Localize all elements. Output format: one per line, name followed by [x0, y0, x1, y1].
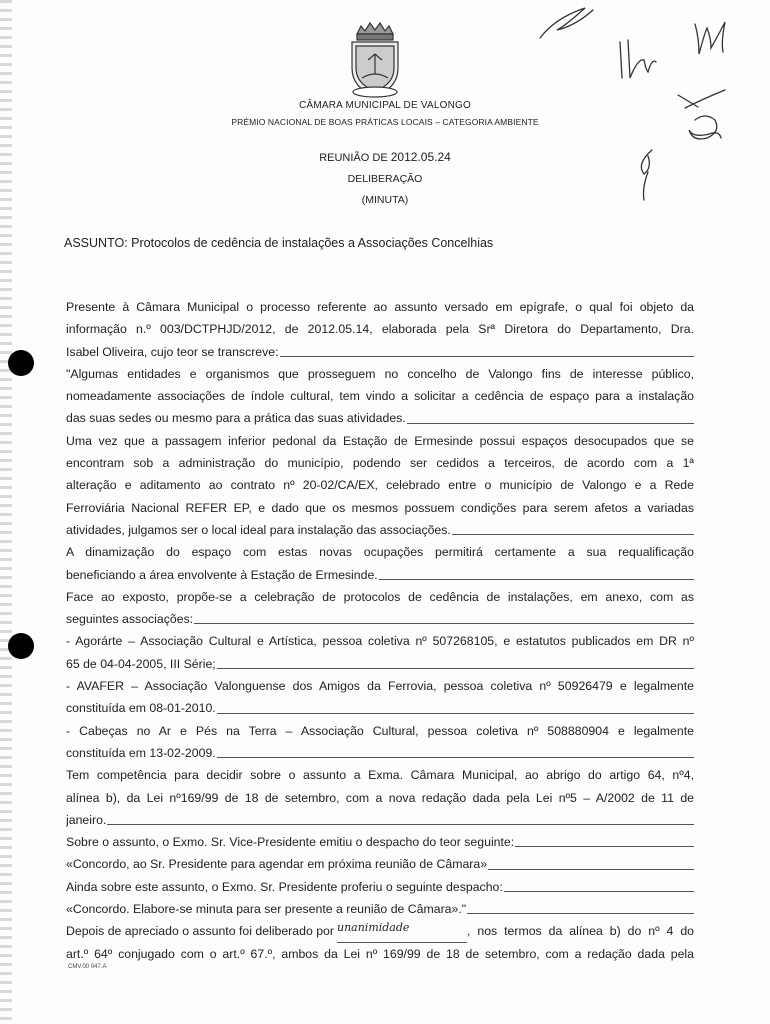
body-line: [66, 519, 694, 541]
deliberation-after: , nos termos da alínea b) do nº 4 do: [466, 924, 694, 939]
body-line: [66, 876, 694, 898]
dash-filler: [452, 519, 694, 535]
body-line: nomeadamente associações de índole cultural, tem vindo a solicitar a cedência de espaço para a instalação: [66, 389, 694, 404]
body-line: Tem competência para decidir sobre o assunto a Exma. Câmara Municipal, ao abrigo do artigo 64, nº4,: [66, 768, 694, 783]
handwritten-signatures-icon: [520, 0, 770, 210]
dash-filler: [467, 898, 694, 914]
body-line-text: seguintes associações:: [66, 612, 194, 627]
body-line: A dinamização do espaço com estas novas ocupações permitirá certamente a sua requalificação: [66, 545, 694, 560]
body-line-last: art.º 64º conjugado com o art.º 67.º, ambos da Lei nº 169/99 de 18 de setembro, com a redação dada pela: [66, 946, 694, 961]
body-line: encontram sob a administração do município, podendo ser cedidos a terceiros, de acordo com a 1ª: [66, 456, 694, 471]
dash-filler: [217, 653, 694, 669]
body-line-text: 65 de 04-04-2005, III Série;: [66, 656, 216, 671]
body-line-text: «Concordo, ao Sr. Presidente para agendar em próxima reunião de Câmara»: [66, 857, 488, 872]
body-line: - AVAFER – Associação Valonguense dos Amigos da Ferrovia, pessoa coletiva nº 50926479 e legalmente: [66, 679, 694, 694]
body-line: Presente à Câmara Municipal o processo referente ao assunto versado em epígrafe, o qual foi objeto da: [66, 300, 694, 314]
dash-filler: [217, 742, 694, 758]
body-line: Uma vez que a passagem inferior pedonal da Estação de Ermesinde possui espaços desocupados que se: [66, 433, 694, 448]
meeting-date: 2012.05.24: [390, 150, 451, 164]
meeting-label: REUNIÃO DE: [319, 152, 388, 164]
body-line: [66, 341, 694, 363]
dash-filler: [407, 407, 694, 423]
dash-filler: [515, 831, 694, 847]
footer-code: CMV.00 047.A: [68, 964, 107, 970]
body-line: informação n.º 003/DCTPHJD/2012, de 2012.05.14, elaborada pela Srª Diretora do Departamento, Dra.: [66, 322, 694, 337]
minute-label: (MINUTA): [361, 194, 409, 206]
body-line-text: atividades, julgamos ser o local ideal para instalação das associações.: [66, 522, 451, 537]
body-line-text: das suas sedes ou mesmo para a prática das suas atividades.: [66, 411, 406, 426]
body-line-text: constituída em 13-02-2009.: [66, 745, 216, 760]
punch-hole-top: [8, 350, 34, 376]
body-line-text: Isabel Oliveira, cujo teor se transcreve:: [66, 344, 279, 359]
body-line-text: Ainda sobre este assunto, o Exmo. Sr. Presidente proferiu o seguinte despacho:: [66, 879, 503, 894]
body-line: alínea b), da Lei nº169/99 de 18 de setembro, com a nova redação dada pela Lei nº5 – A/2002 de 11 de: [66, 790, 694, 805]
deliberation-before: Depois de apreciado o assunto foi deliberado por: [66, 924, 334, 939]
body-line: [66, 898, 694, 920]
dash-filler: [280, 341, 694, 357]
body-line: [66, 697, 694, 719]
dash-filler: [488, 853, 694, 869]
dash-filler: [194, 608, 694, 624]
body-line: - Cabeças no Ar e Pés na Terra – Associação Cultural, pessoa coletiva nº 508880904 e legalmente: [66, 723, 694, 738]
body-line: "Algumas entidades e organismos que prosseguem no concelho de Valongo fins de interesse público,: [66, 366, 694, 381]
body-line: [66, 564, 694, 586]
body-line: Face ao exposto, propõe-se a celebração de protocolos de cedência de instalações, em anexo, com as: [66, 589, 694, 604]
document-body: [66, 296, 694, 965]
body-line-text: «Concordo. Elabore-se minuta para ser presente a reunião de Câmara».": [66, 902, 467, 917]
body-line-text: janeiro.: [66, 812, 107, 827]
dash-filler: [504, 876, 694, 892]
body-line-text: constituída em 08-01-2010.: [66, 701, 216, 716]
dash-filler: [379, 564, 694, 580]
body-line: [66, 407, 694, 429]
dash-filler: [107, 809, 694, 825]
municipal-crest-icon: [340, 20, 410, 100]
institution-name: CÂMARA MUNICIPAL DE VALONGO: [299, 100, 471, 111]
body-line: [66, 608, 694, 630]
body-line: [66, 653, 694, 675]
subject-line: ASSUNTO: Protocolos de cedência de instalações a Associações Concelhias: [64, 236, 494, 250]
body-line: - Agorárte – Associação Cultural e Artística, pessoa coletiva nº 507268105, e estatutos publicados em DR nº: [66, 634, 694, 649]
body-line-text: Sobre o assunto, o Exmo. Sr. Vice-Presidente emitiu o despacho do teor seguinte:: [66, 835, 515, 850]
body-line: alteração e aditamento ao contrato nº 20-02/CA/EX, celebrado entre o município de Valongo e a Rede: [66, 478, 694, 493]
body-line: [66, 809, 694, 831]
dash-filler: [217, 697, 694, 713]
body-line-text: beneficiando a área envolvente à Estação de Ermesinde.: [66, 567, 378, 582]
handwritten-vote: unanimidade: [337, 920, 467, 942]
body-line: Ferroviária Nacional REFER EP, e dado que os mesmos possuem condições para serem afetos a variadas: [66, 500, 694, 515]
award-subtitle: PRÉMIO NACIONAL DE BOAS PRÁTICAS LOCAIS – CATEGORIA AMBIENTE: [231, 117, 539, 127]
body-line: [66, 831, 694, 853]
body-line: [66, 853, 694, 875]
punch-hole-bottom: [8, 633, 34, 659]
body-line: [66, 742, 694, 764]
deliberation-label: DELIBERAÇÃO: [347, 173, 423, 185]
deliberation-line: [66, 920, 694, 942]
